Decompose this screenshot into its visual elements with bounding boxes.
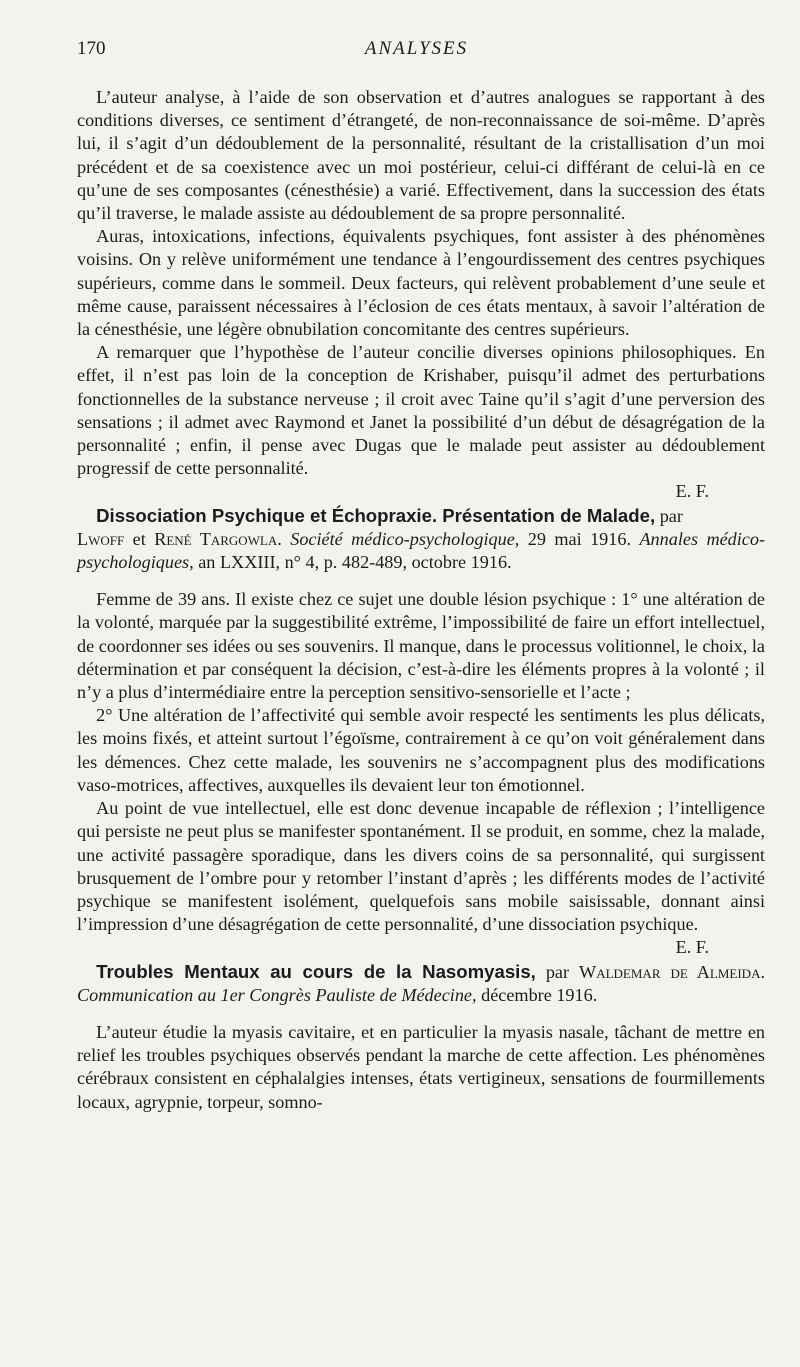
article-dissociation bbox=[77, 504, 765, 960]
paragraph: Femme de 39 ans. Il existe chez ce sujet une double lésion psychique : 1° une altération de la volonté, marquée par la suggestibilité extrême, l’impossibilité de faire un effort intellectuel, de coordonner ses idées ou ses souvenirs. Il manque, dans le processus volitionnel, le choix, la détermination et par conséquent la décision, c’est-à-dire les éléments propres à la volonté ; il n’y a plus d’intermédiaire entre la perception sensitivo-sensorielle et l’acte ; bbox=[77, 589, 765, 703]
article-title: Dissociation Psychique et Échopraxie. Présentation de Malade, bbox=[96, 504, 656, 526]
journal: Annales médico-psychologiques, bbox=[77, 528, 766, 573]
paragraph: Au point de vue intellectuel, elle est donc devenue incapable de réflexion ; l’intelligence qui persiste ne peut plus se manifester spontanément. Il se produit, en somme, chez la malade, une activité passagère sporadique, dans les divers coins de sa personnalité, qui surgissent brusquement de l’ombre pour y retomber l’instant d’après ; les différents modes de l’activité psychique se manifestent isolément, quelquefois sans mobile saisissable, donnant ainsi l’impression d’une désagrégation de cette personnalité, d’une dissociation psychique. bbox=[77, 798, 765, 935]
paragraph: L’auteur analyse, à l’aide de son observation et d’autres analogues se rapportant à des conditions diverses, ce sentiment d’étrangeté, de non-reconnaissance de soi-même. D’après lui, il s’agit d’un dédoublement de la personnalité, résultant de la cristallisation d’un moi précédent et de sa coexistence avec un moi postérieur, celui-ci différant de celui-là en ce qu’une de ses composantes (cénesthésie) a varié. Effectivement, dans la succession des états qu’il traverse, le malade assiste au dédoublement de sa propre personnalité. bbox=[77, 87, 765, 224]
author-name: Lwoff bbox=[77, 528, 125, 549]
source: Société médico-psychologique, bbox=[290, 528, 520, 549]
author-name: Waldemar de Almeida. bbox=[579, 961, 766, 982]
date: décembre 1916. bbox=[481, 984, 598, 1005]
source: Communication au 1er Congrès Pauliste de Médecine, bbox=[77, 984, 477, 1005]
conjunction: et bbox=[132, 528, 146, 549]
reviewer-signature: E. F. bbox=[675, 481, 709, 502]
page-number: 170 bbox=[77, 38, 106, 59]
date: 29 mai 1916. bbox=[527, 528, 632, 549]
running-header bbox=[77, 38, 756, 64]
article-title: Troubles Mentaux au cours de la Nasomyasis, bbox=[96, 960, 536, 982]
running-title: ANALYSES bbox=[364, 38, 469, 59]
by-word: par bbox=[545, 961, 570, 982]
text-column bbox=[77, 86, 765, 1114]
article-nasomyasis bbox=[77, 960, 765, 1114]
paragraph: Auras, intoxications, infections, équivalents psychiques, font assister à des phénomènes voisins. On y relève uniformément une tendance à l’engourdissement des centres psychiques supérieurs, comme dans le sommeil. Deux facteurs, qui relèvent probablement d’une seule et même cause, paraissent nécessaires à l’éclosion de ces états mentaux, à savoir l’altération de la cénesthésie, une légère obnubilation concomitante des centres supérieurs. bbox=[77, 226, 765, 340]
author-name: René Targowla. bbox=[154, 528, 282, 549]
article-heading bbox=[77, 960, 765, 1007]
paragraph: L’auteur étudie la myasis cavitaire, et en particulier la myasis nasale, tâchant de mettre en relief les troubles psychiques observés pendant la marche de cette affection. Les phénomènes cérébraux consistent en céphalalgies intenses, états vertigineux, sensations de fourmillements locaux, agrypnie, torpeur, somno- bbox=[77, 1021, 765, 1112]
paragraph: 2° Une altération de l’affectivité qui semble avoir respecté les sentiments les plus délicats, les moins fixés, et atteint surtout l’égoïsme, contrairement à ce qu’on voit généralement dans les démences. Chez cette malade, les souvenirs ne s’accompagnent plus des modifications vaso-motrices, affectives, auxquelles ils devaient leur ton émotionnel. bbox=[77, 705, 765, 795]
paragraph: A remarquer que l’hypothèse de l’auteur concilie diverses opinions philosophiques. En effet, il n’est pas loin de la conception de Krishaber, puisqu’il admet des perturbations fonctionnelles de la substance nerveuse ; il croit avec Taine qu’il s’agit d’une perversion des sensations ; il admet avec Raymond et Janet la possibilité d’un début de désagrégation de la personnalité ; enfin, il pense avec Dugas que le malade peut assister au dédoublement progressif de cette personnalité. bbox=[77, 342, 765, 479]
article-heading bbox=[77, 504, 765, 575]
citation: an LXXIII, n° 4, p. 482-489, octobre 1916. bbox=[198, 552, 512, 573]
review-continuation bbox=[77, 86, 765, 504]
by-word: par bbox=[659, 505, 683, 526]
reviewer-signature: E. F. bbox=[675, 937, 709, 958]
